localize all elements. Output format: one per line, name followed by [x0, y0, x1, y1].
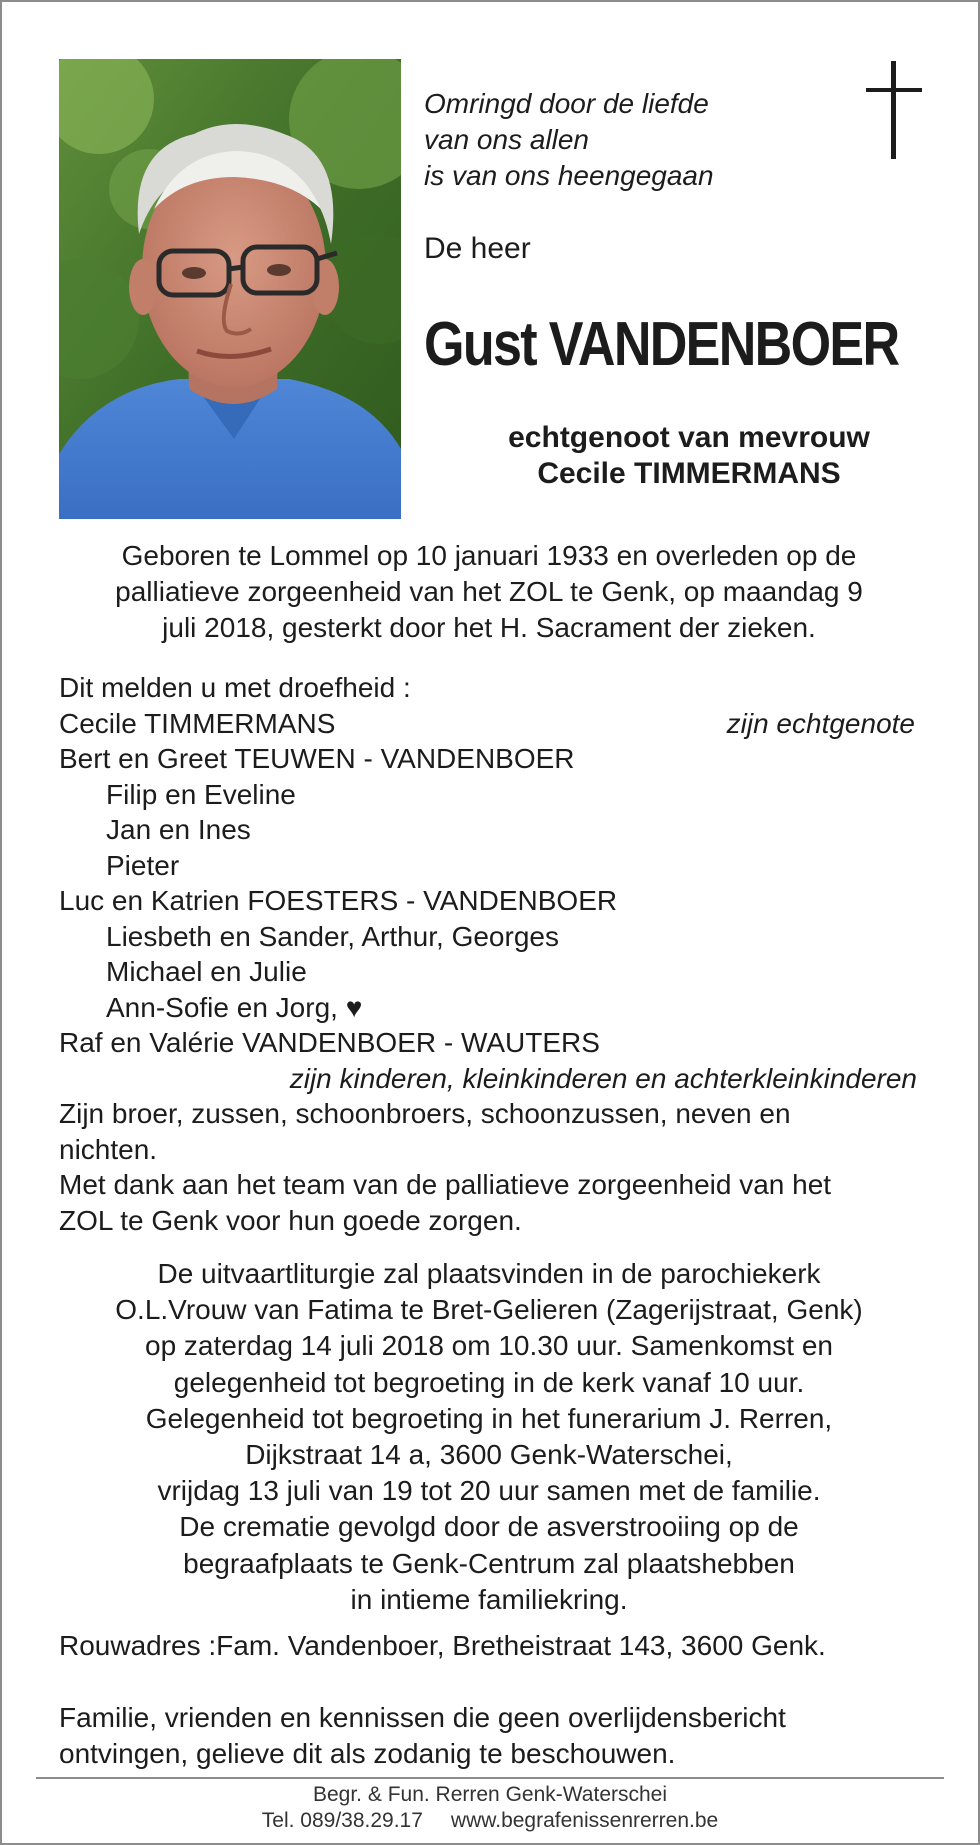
grandchild-row: Liesbeth en Sander, Arthur, Georges [106, 920, 559, 952]
grandchild-row: Jan en Ines [106, 814, 251, 845]
funeral-line: in intieme familiekring. [350, 1583, 628, 1615]
birth-line: palliatieve zorgeenheid van het ZOL te Genk, op maandag 9 [115, 576, 863, 607]
funeral-line: op zaterdag 14 juli 2018 om 10.30 uur. Samenkomst en [145, 1330, 833, 1362]
spouse-name: Cecile TIMMERMANS [59, 707, 336, 739]
footer-contact [0, 1808, 980, 1834]
funeral-line: O.L.Vrouw van Fatima te Bret-Gelieren (Zagerijstraat, Genk) [115, 1294, 863, 1326]
funeral-line: Gelegenheid tot begroeting in het funerarium J. Rerren, [145, 1402, 833, 1434]
funeral-line: De uitvaartliturgie zal plaatsvinden in de parochiekerk [157, 1258, 821, 1289]
funeral-line: gelegenheid tot begroeting in de kerk vanaf 10 uur. [173, 1366, 805, 1398]
spouse-line: echtgenoot van mevrouw [508, 421, 870, 454]
funeral-line: De crematie gevolgd door de asverstrooiing op de [179, 1511, 799, 1543]
footer-phone: Tel. 089/38.29.17 [261, 1809, 423, 1832]
children-relation: zijn kinderen, kleinkinderen en achterkleinkinderen [289, 1062, 917, 1094]
family-list [59, 670, 929, 1238]
spouse-relation: zijn echtgenote [726, 707, 915, 739]
memorial-verse [424, 86, 754, 194]
verse-line: van ons allen [424, 124, 590, 155]
child-row: Raf en Valérie VANDENBOER - WAUTERS [59, 1027, 600, 1058]
funeral-home-name: Begr. & Fun. Rerren Genk-Waterschei [312, 1783, 668, 1806]
spouse-line: Cecile TIMMERMANS [537, 457, 841, 490]
grandchild-row: Michael en Julie [106, 956, 307, 987]
child-row: Luc en Katrien FOESTERS - VANDENBOER [59, 885, 618, 916]
notice-text [59, 1700, 786, 1772]
footer [0, 1782, 980, 1834]
siblings-line: nichten. [59, 1133, 158, 1165]
cross-icon [866, 61, 922, 159]
grandchild-row: Ann-Sofie en Jorg, ♥ [106, 991, 363, 1023]
grandchild-row: Filip en Eveline [106, 778, 296, 810]
thanks-line: ZOL te Genk voor hun goede zorgen. [59, 1204, 522, 1236]
notice-line: Familie, vrienden en kennissen die geen overlijdensbericht [59, 1702, 786, 1733]
child-row: Bert en Greet TEUWEN - VANDENBOER [59, 743, 575, 774]
birth-line: juli 2018, gesterkt door het H. Sacrament der zieken. [162, 612, 816, 643]
footer-divider [36, 1777, 944, 1779]
grandchild-row: Pieter [106, 849, 180, 881]
deceased-name: Gust VANDENBOER [424, 310, 899, 379]
verse-line: is van ons heengegaan [424, 160, 714, 191]
funeral-line: begraafplaats te Genk-Centrum zal plaatshebben [183, 1547, 795, 1579]
funeral-details [59, 1256, 919, 1618]
mourning-address: Rouwadres :Fam. Vandenboer, Bretheistraat 143, 3600 Genk. [59, 1630, 826, 1661]
birth-death-text [59, 538, 919, 646]
footer-website[interactable]: www.begrafenissenrerren.be [450, 1809, 719, 1832]
family-spouse-row [59, 706, 929, 742]
portrait-photo [59, 59, 401, 519]
verse-line: Omringd door de liefde [424, 88, 709, 119]
spouse-block [424, 420, 954, 492]
funeral-line: Dijkstraat 14 a, 3600 Genk-Waterschei, [245, 1439, 733, 1471]
notice-line: ontvingen, gelieve dit als zodanig te beschouwen. [59, 1738, 676, 1769]
funeral-line: vrijdag 13 juli van 19 tot 20 uur samen met de familie. [157, 1475, 821, 1507]
birth-line: Geboren te Lommel op 10 januari 1933 en overleden op de [121, 540, 857, 571]
siblings-line: Zijn broer, zussen, schoonbroers, schoonzussen, neven en [59, 1098, 791, 1129]
honorific: De heer [424, 232, 531, 265]
family-intro: Dit melden u met droefheid : [59, 672, 411, 703]
thanks-line: Met dank aan het team van de palliatieve zorgeenheid van het [59, 1169, 832, 1200]
